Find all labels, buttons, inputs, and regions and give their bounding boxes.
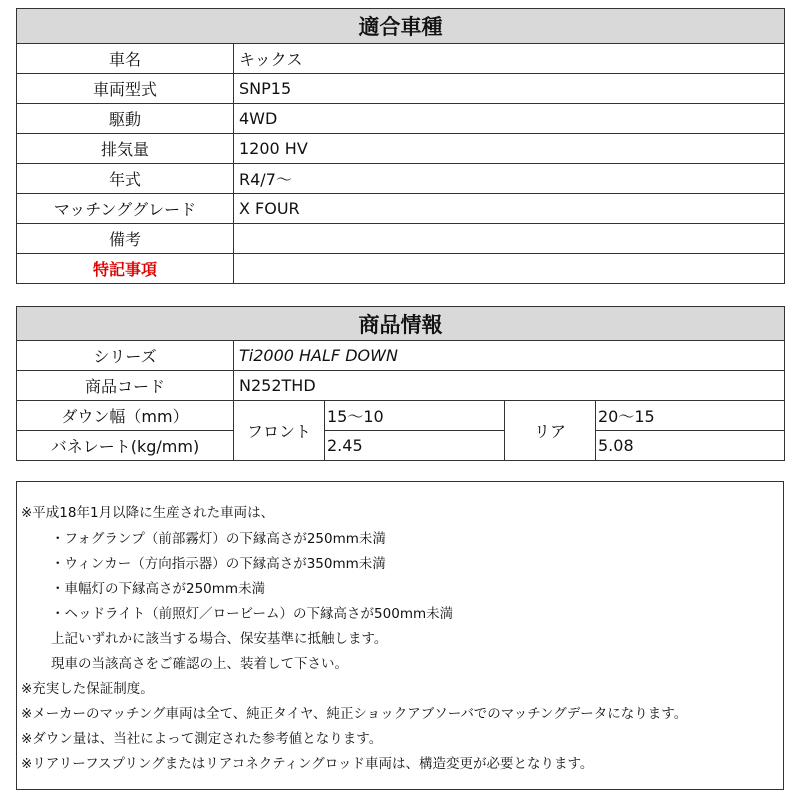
product-code-label: 商品コード — [17, 371, 234, 401]
model-code-label: 車両型式 — [17, 74, 234, 104]
matching-grade-label: マッチンググレード — [17, 194, 234, 224]
drive-label: 駆動 — [17, 104, 234, 134]
displacement-label: 排気量 — [17, 134, 234, 164]
drive-value: 4WD — [234, 104, 785, 134]
front-rate-value: 2.45 — [325, 431, 505, 461]
remarks-label: 備考 — [17, 224, 234, 254]
car-name-value: キックス — [234, 44, 785, 74]
note-line: 上記いずれかに該当する場合、保安基準に抵触します。 — [51, 631, 388, 647]
rear-down-value: 20～15 — [596, 401, 785, 431]
rear-rate-value: 5.08 — [596, 431, 785, 461]
matching-grade-value: X FOUR — [234, 194, 785, 224]
note-line: ・ウィンカー（方向指示器）の下縁高さが350mm未満 — [51, 556, 386, 572]
product-table — [16, 306, 785, 461]
special-notes-value — [234, 254, 785, 284]
note-line: ・ヘッドライト（前照灯／ロービーム）の下縁高さが500mm未満 — [51, 606, 454, 622]
remarks-value — [234, 224, 785, 254]
note-line: ※平成18年1月以降に生産された車両は、 — [21, 505, 275, 521]
year-value: R4/7～ — [234, 164, 785, 194]
series-value: Ti2000 HALF DOWN — [234, 341, 785, 371]
note-line: 現車の当該高さをご確認の上、装着して下さい。 — [51, 656, 348, 672]
series-label: シリーズ — [17, 341, 234, 371]
front-down-value: 15～10 — [325, 401, 505, 431]
notes-box — [16, 481, 784, 790]
year-label: 年式 — [17, 164, 234, 194]
note-line: ※ダウン量は、当社によって測定された参考値となります。 — [21, 731, 383, 747]
fitment-title: 適合車種 — [17, 9, 785, 44]
fitment-table — [16, 8, 785, 284]
special-notes-label: 特記事項 — [17, 254, 234, 284]
product-code-value: N252THD — [234, 371, 785, 401]
note-line: ※充実した保証制度。 — [21, 681, 154, 697]
displacement-value: 1200 HV — [234, 134, 785, 164]
note-line: ・フォグランプ（前部霧灯）の下縁高さが250mm未満 — [51, 531, 386, 547]
product-title: 商品情報 — [17, 307, 785, 341]
note-line: ・車幅灯の下縁高さが250mm未満 — [51, 581, 266, 597]
note-line: ※リアリーフスプリングまたはリアコネクティングロッド車両は、構造変更が必要となります。 — [21, 756, 594, 772]
spring-rate-label: バネレート(kg/mm) — [17, 431, 234, 461]
model-code-value: SNP15 — [234, 74, 785, 104]
front-label: フロント — [234, 401, 325, 461]
note-line: ※メーカーのマッチング車両は全て、純正タイヤ、純正ショックアブソーバでのマッチングデータになります。 — [21, 706, 688, 722]
car-name-label: 車名 — [17, 44, 234, 74]
down-width-label: ダウン幅（mm） — [17, 401, 234, 431]
rear-label: リア — [505, 401, 596, 461]
